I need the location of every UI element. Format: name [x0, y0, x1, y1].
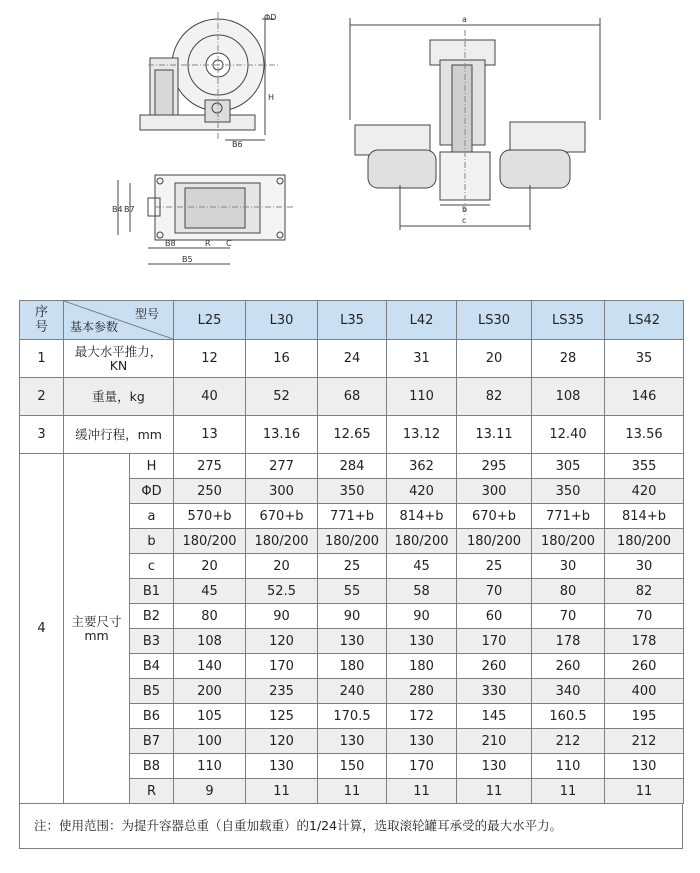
- row-value: 28: [532, 340, 605, 378]
- dim-value: 125: [246, 704, 318, 729]
- dim-value: 120: [246, 729, 318, 754]
- dim-value: 45: [174, 579, 246, 604]
- row-value: 68: [318, 378, 387, 416]
- dim-value: 355: [605, 454, 684, 479]
- table-row: [20, 340, 684, 378]
- dim-value: 300: [246, 479, 318, 504]
- dim-value: 400: [605, 679, 684, 704]
- dim-value: 362: [387, 454, 457, 479]
- dim-value: 170: [246, 654, 318, 679]
- dim-value: 70: [605, 604, 684, 629]
- row-value: 35: [605, 340, 684, 378]
- dim-value: 160.5: [532, 704, 605, 729]
- dim-name: B2: [130, 604, 174, 629]
- dim-value: 284: [318, 454, 387, 479]
- dim-name: b: [130, 529, 174, 554]
- dim-value: 150: [318, 754, 387, 779]
- dim-value: 771+b: [532, 504, 605, 529]
- dim-value: 235: [246, 679, 318, 704]
- dim-value: 25: [457, 554, 532, 579]
- front-view-drawing: [350, 18, 600, 230]
- dim-value: 11: [387, 779, 457, 804]
- header-params: 基本参数: [70, 320, 119, 334]
- dim-value: 9: [174, 779, 246, 804]
- dim-value: 130: [605, 754, 684, 779]
- dim-value: 145: [457, 704, 532, 729]
- dim-value: 180/200: [174, 529, 246, 554]
- dim-value: 11: [457, 779, 532, 804]
- row-value: 52: [246, 378, 318, 416]
- dim-value: 300: [457, 479, 532, 504]
- dim-name: a: [130, 504, 174, 529]
- technical-drawing: [0, 0, 700, 300]
- dim-value: 330: [457, 679, 532, 704]
- dim-value: 25: [318, 554, 387, 579]
- row-value: 13.11: [457, 416, 532, 454]
- dim-value: 178: [605, 629, 684, 654]
- dim-value: 420: [387, 479, 457, 504]
- row-value: 108: [532, 378, 605, 416]
- dim-value: 178: [532, 629, 605, 654]
- dim-value: 260: [605, 654, 684, 679]
- row-label: 最大水平推力，KN: [64, 340, 174, 378]
- dims-seq: 4: [20, 454, 64, 804]
- dim-name: B8: [130, 754, 174, 779]
- dim-value: 180/200: [387, 529, 457, 554]
- dim-name: c: [130, 554, 174, 579]
- row-seq: 2: [20, 378, 64, 416]
- dim-value: 105: [174, 704, 246, 729]
- dim-name: B1: [130, 579, 174, 604]
- dim-value: 130: [318, 629, 387, 654]
- side-view-drawing: [140, 12, 280, 140]
- dim-value: 260: [457, 654, 532, 679]
- spec-table-wrapper: [19, 300, 683, 849]
- dim-value: 212: [605, 729, 684, 754]
- dim-value: 20: [174, 554, 246, 579]
- header-diagonal-cell: [64, 301, 174, 340]
- row-value: 24: [318, 340, 387, 378]
- dim-value: 670+b: [246, 504, 318, 529]
- dim-name: B7: [130, 729, 174, 754]
- dim-value: 90: [387, 604, 457, 629]
- dim-value: 240: [318, 679, 387, 704]
- usage-note: 注：使用范围：为提升容器总重（自重加载重）的1/24计算，选取滚轮罐耳承受的最大水平力。: [19, 804, 683, 849]
- dim-name: B3: [130, 629, 174, 654]
- row-value: 13.12: [387, 416, 457, 454]
- row-value: 16: [246, 340, 318, 378]
- table-row: [20, 416, 684, 454]
- dim-value: 11: [532, 779, 605, 804]
- dim-value: 210: [457, 729, 532, 754]
- row-value: 40: [174, 378, 246, 416]
- dim-value: 250: [174, 479, 246, 504]
- label-a: a: [462, 15, 467, 24]
- dim-value: 130: [246, 754, 318, 779]
- dim-value: 108: [174, 629, 246, 654]
- dim-value: 814+b: [387, 504, 457, 529]
- plan-view-drawing: [118, 175, 295, 264]
- dim-value: 275: [174, 454, 246, 479]
- dim-name: R: [130, 779, 174, 804]
- dim-value: 11: [605, 779, 684, 804]
- row-value: 110: [387, 378, 457, 416]
- dim-value: 305: [532, 454, 605, 479]
- header-model-l30: L30: [246, 301, 318, 340]
- row-value: 12.40: [532, 416, 605, 454]
- dim-value: 130: [318, 729, 387, 754]
- dim-value: 11: [318, 779, 387, 804]
- dim-value: 195: [605, 704, 684, 729]
- dim-value: 82: [605, 579, 684, 604]
- header-seq: 序号: [20, 301, 64, 340]
- dim-value: 110: [174, 754, 246, 779]
- row-value: 146: [605, 378, 684, 416]
- dim-value: 140: [174, 654, 246, 679]
- row-value: 20: [457, 340, 532, 378]
- dim-value: 280: [387, 679, 457, 704]
- row-value: 13.16: [246, 416, 318, 454]
- dim-value: 70: [532, 604, 605, 629]
- label-b: b: [462, 205, 468, 214]
- dim-value: 110: [532, 754, 605, 779]
- dim-value: 180/200: [605, 529, 684, 554]
- dim-value: 58: [387, 579, 457, 604]
- dim-value: 130: [387, 729, 457, 754]
- label-b6: B6: [232, 140, 243, 149]
- header-model-l35: L35: [318, 301, 387, 340]
- header-model-ls35: LS35: [532, 301, 605, 340]
- dim-value: 45: [387, 554, 457, 579]
- header-row: [20, 301, 684, 340]
- row-value: 13: [174, 416, 246, 454]
- dim-value: 350: [318, 479, 387, 504]
- label-b7: B7: [124, 205, 135, 214]
- dim-value: 200: [174, 679, 246, 704]
- dim-value: 80: [174, 604, 246, 629]
- label-phi-d: ΦD: [264, 13, 277, 22]
- dim-value: 180/200: [246, 529, 318, 554]
- dim-value: 340: [532, 679, 605, 704]
- dim-value: 60: [457, 604, 532, 629]
- header-model-ls30: LS30: [457, 301, 532, 340]
- dim-value: 212: [532, 729, 605, 754]
- dim-value: 11: [246, 779, 318, 804]
- table-row: [20, 454, 684, 479]
- dim-value: 130: [387, 629, 457, 654]
- dim-value: 30: [605, 554, 684, 579]
- dim-value: 20: [246, 554, 318, 579]
- header-model-l25: L25: [174, 301, 246, 340]
- dim-value: 180/200: [457, 529, 532, 554]
- dim-value: 90: [318, 604, 387, 629]
- dim-value: 350: [532, 479, 605, 504]
- dim-value: 180: [318, 654, 387, 679]
- dim-value: 130: [457, 754, 532, 779]
- dims-label: 主要尺寸mm: [64, 454, 130, 804]
- dim-value: 420: [605, 479, 684, 504]
- row-value: 12.65: [318, 416, 387, 454]
- dim-value: 180: [387, 654, 457, 679]
- label-b5: B5: [182, 255, 193, 264]
- row-value: 82: [457, 378, 532, 416]
- dim-value: 172: [387, 704, 457, 729]
- label-b8: B8: [165, 239, 176, 248]
- dim-value: 90: [246, 604, 318, 629]
- dim-value: 30: [532, 554, 605, 579]
- row-value: 13.56: [605, 416, 684, 454]
- dim-value: 55: [318, 579, 387, 604]
- dim-name: H: [130, 454, 174, 479]
- spec-table: [19, 300, 684, 804]
- dim-value: 814+b: [605, 504, 684, 529]
- dim-value: 570+b: [174, 504, 246, 529]
- dim-value: 170: [387, 754, 457, 779]
- row-seq: 1: [20, 340, 64, 378]
- row-value: 31: [387, 340, 457, 378]
- dim-value: 670+b: [457, 504, 532, 529]
- header-model-l42: L42: [387, 301, 457, 340]
- row-label: 重量，kg: [64, 378, 174, 416]
- dim-value: 180/200: [532, 529, 605, 554]
- dim-name: B4: [130, 654, 174, 679]
- dim-value: 70: [457, 579, 532, 604]
- dim-value: 771+b: [318, 504, 387, 529]
- dim-value: 120: [246, 629, 318, 654]
- label-b4: B4: [112, 205, 123, 214]
- table-row: [20, 378, 684, 416]
- label-h: H: [268, 93, 275, 102]
- dim-value: 52.5: [246, 579, 318, 604]
- row-label: 缓冲行程，mm: [64, 416, 174, 454]
- label-c2: C: [226, 239, 232, 248]
- header-model: 型号: [134, 307, 159, 321]
- dim-value: 170.5: [318, 704, 387, 729]
- dim-value: 295: [457, 454, 532, 479]
- header-model-ls42: LS42: [605, 301, 684, 340]
- dim-value: 80: [532, 579, 605, 604]
- dim-value: 100: [174, 729, 246, 754]
- dim-value: 170: [457, 629, 532, 654]
- dim-name: ΦD: [130, 479, 174, 504]
- dim-name: B6: [130, 704, 174, 729]
- row-seq: 3: [20, 416, 64, 454]
- dim-value: 277: [246, 454, 318, 479]
- dim-value: 260: [532, 654, 605, 679]
- dim-name: B5: [130, 679, 174, 704]
- row-value: 12: [174, 340, 246, 378]
- dim-value: 180/200: [318, 529, 387, 554]
- label-r: R: [205, 239, 211, 248]
- label-c: c: [462, 216, 467, 225]
